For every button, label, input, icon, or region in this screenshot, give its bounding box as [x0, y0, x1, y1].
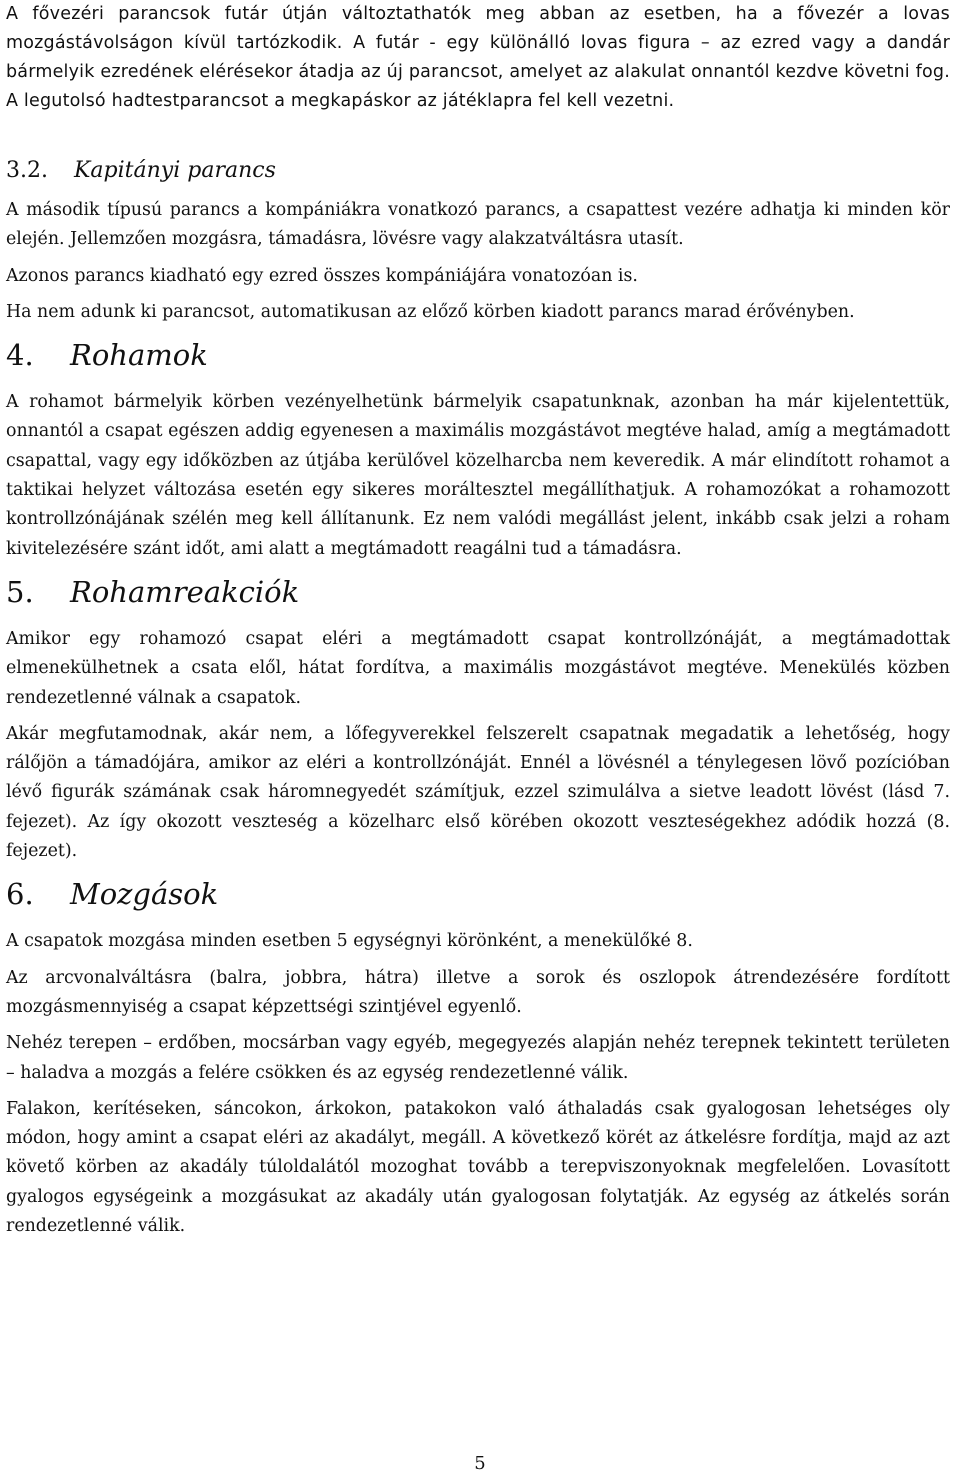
paragraph: Akár megfutamodnak, akár nem, a lőfegyverekkel felszerelt csapatnak megadatik a lehetőség, hogy rálőjön a támadójára, amikor az eléri a kontrollzónáját. Ennél a lövésnél a ténylegesen lövő pozícióban lévő figurák számának csak háromnegyedét számítjuk, ezzel szimulálva a sietve leadott lövést (lásd 7. fejezet). Az így okozott veszteség a közelharc első körében okozott veszteségekhez adódik hozzá (8. fejezet). [6, 723, 950, 862]
section-number: 3.2. [6, 158, 48, 183]
paragraph: Azonos parancs kiadható egy ezred összes kompániájára vonatozóan is. [6, 265, 638, 286]
document-page [6, 0, 950, 1248]
paragraph: A csapatok mozgása minden esetben 5 egységnyi körönként, a menekülőké 8. [6, 931, 693, 952]
section-number: 5. [6, 574, 34, 609]
section-3-2-heading [6, 156, 950, 186]
paragraph: Az arcvonalváltásra (balra, jobbra, hátra) illetve a sorok és oszlopok átrendezésére fordított mozgásmennyiség a csapat képzettségi szintjével egyenlő. [6, 967, 950, 1017]
paragraph: A második típusú parancs a kompániákra vonatkozó parancs, a csapattest vezére adhatja ki minden kör elején. Jellemzően mozgásra, támadásra, lövésre vagy alakzatváltásra utasít. [6, 200, 950, 250]
paragraph: Amikor egy rohamozó csapat eléri a megtámadott csapat kontrollzónáját, a megtámadottak elmenekülhetnek a csata elől, hátat fordítva, a maximális mozgástávot megtéve. Menekülés közben rendezetlenné válnak a csapatok. [6, 628, 950, 708]
section-number: 6. [6, 877, 34, 912]
section-4-heading [6, 336, 950, 374]
section-number: 4. [6, 338, 34, 373]
paragraph: Ha nem adunk ki parancsot, automatikusan az előző körben kiadott parancs marad érővényben. [6, 301, 855, 322]
page-number: 5 [474, 1453, 486, 1474]
intro-paragraph: A fővezéri parancsok futár útján változtathatók meg abban az esetben, ha a fővezér a lovas mozgástávolságon kívül tartózkodik. A futár - egy különálló lovas figura – az ezred vagy a dandár bármelyik ezredének elérésekor átadja az új parancsot, amelyet az alakulat onnantól kezdve követni fog. A legutolsó hadtestparancsot a megkapáskor az játéklapra fel kell vezetni. [6, 4, 950, 111]
section-5-heading [6, 573, 950, 611]
paragraph: Falakon, kerítéseken, sáncokon, árkokon, patakokon való áthaladás csak gyalogosan lehetséges oly módon, hogy amint a csapat eléri az akadályt, megáll. A következő körét az átkelésre fordítja, majd az azt követő körben az akadály túloldalától mozoghat tovább a terepviszonyoknak megfelelően. Lovasított gyalogos egységeink a mozgásukat az akadály után gyalogosan folytatják. Az egység az átkelés során rendezetlenné válik. [6, 1098, 950, 1237]
paragraph: A rohamot bármelyik körben vezényelhetünk bármelyik csapatunknak, azonban ha már kijelentettük, onnantól a csapat egészen addig egyenesen a maximális mozgástávot megtéve halad, amíg a megtámadott csapattal, vagy egy időközben az útjába kerülővel közelharcba nem keveredik. A már elindított rohamot a taktikai helyzet változása esetén egy sikeres moráltesztel megállíthatjuk. A rohamozókat a rohamozott kontrollzónájának szélén meg kell állítanunk. Ez nem valódi megállást jelent, inkább csak jelzi a roham kivitelezésére szánt időt, ami alatt a megtámadott reagálni tud a támadásra. [6, 392, 950, 559]
section-title: Kapitányi parancs [74, 158, 276, 183]
section-title: Mozgások [70, 877, 219, 912]
section-title: Rohamreakciók [70, 574, 300, 609]
paragraph: Nehéz terepen – erdőben, mocsárban vagy egyéb, megegyezés alapján nehéz terepnek tekintett területen – haladva a mozgás a felére csökken és az egység rendezetlenné válik. [6, 1033, 950, 1083]
section-6-heading [6, 875, 950, 913]
section-title: Rohamok [70, 338, 208, 373]
